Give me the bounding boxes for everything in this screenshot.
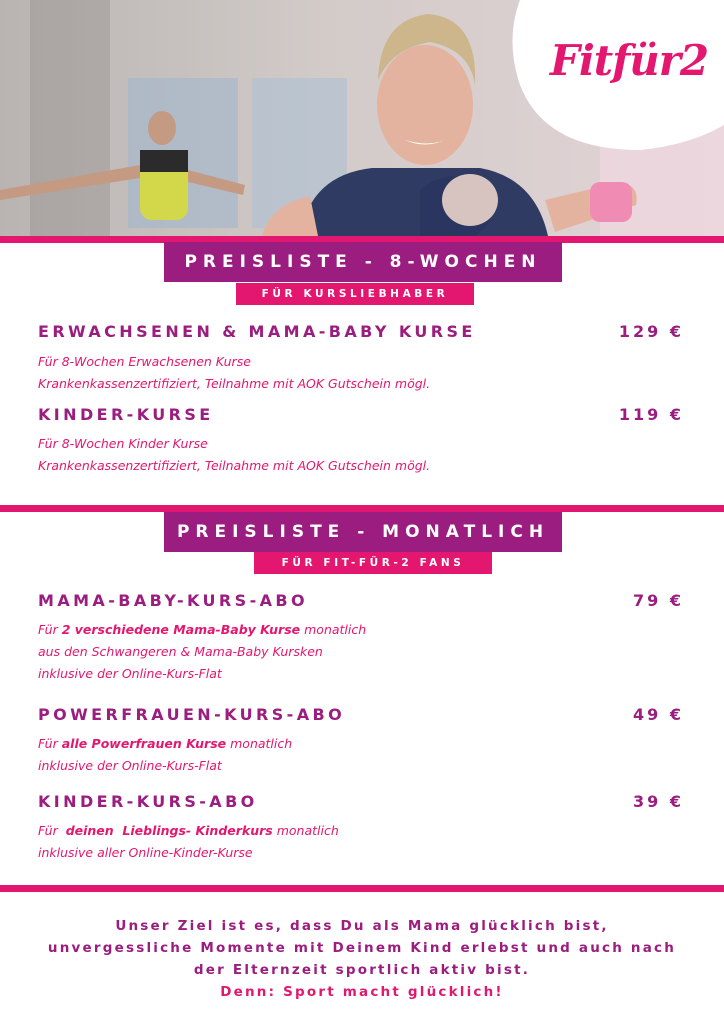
section1-header: PREISLISTE - 8-WOCHEN: [164, 242, 562, 282]
section2-subheader: FÜR FIT-FÜR-2 FANS: [254, 552, 492, 574]
description-line: inklusive der Online-Kurs-Flat: [38, 758, 222, 773]
item-description: [38, 820, 339, 864]
description-line: Für 2 verschiedene Mama-Baby Kurse monatlich: [38, 622, 367, 637]
item-price: 79 €: [633, 591, 684, 610]
item-title: MAMA-BABY-KURS-ABO: [38, 591, 308, 610]
divider-middle: [0, 505, 724, 512]
item-price: 129 €: [618, 322, 684, 341]
item-title: POWERFRAUEN-KURS-ABO: [38, 705, 346, 724]
description-line: Für 8-Wochen Erwachsenen Kurse: [38, 354, 251, 369]
description-line: Für alle Powerfrauen Kurse monatlich: [38, 736, 293, 751]
item-description: [38, 733, 292, 777]
footer-slogan: Denn: Sport macht glücklich!: [220, 984, 504, 1000]
item-title: KINDER-KURSE: [38, 405, 214, 424]
item-price: 49 €: [633, 705, 684, 724]
hero-photo: [0, 0, 724, 236]
item-title: KINDER-KURS-ABO: [38, 792, 258, 811]
footer-message: [0, 915, 724, 1003]
description-line: inklusive aller Online-Kinder-Kurse: [38, 845, 253, 860]
description-line: Krankenkassenzertifiziert, Teilnahme mit AOK Gutschein mögl.: [38, 458, 431, 473]
item-title: ERWACHSENEN & MAMA-BABY KURSE: [38, 322, 476, 341]
highlight-text: alle Powerfrauen Kurse: [61, 736, 227, 751]
highlight-text: 2 verschiedene Mama-Baby Kurse: [61, 622, 301, 637]
description-line: Für deinen Lieblings- Kinderkurs monatlich: [38, 823, 339, 838]
footer-line: Unser Ziel ist es, dass Du als Mama glücklich bist,: [115, 918, 609, 934]
section2-header: PREISLISTE - MONATLICH: [164, 512, 562, 552]
item-price: 119 €: [618, 405, 684, 424]
fitfuer2-logo: Fitfür2: [550, 36, 709, 85]
section1-subheader: FÜR KURSLIEBHABER: [236, 283, 474, 305]
description-line: inklusive der Online-Kurs-Flat: [38, 666, 222, 681]
footer-line: unvergessliche Momente mit Deinem Kind erlebst und auch nach: [47, 940, 677, 956]
divider-bottom: [0, 885, 724, 892]
description-line: Für 8-Wochen Kinder Kurse: [38, 436, 208, 451]
item-description: [38, 351, 430, 395]
item-description: [38, 433, 430, 477]
description-line: aus den Schwangeren & Mama-Baby Kursken: [38, 644, 323, 659]
item-description: [38, 619, 366, 685]
footer-line: der Elternzeit sportlich aktiv bist.: [193, 962, 531, 978]
description-line: Krankenkassenzertifiziert, Teilnahme mit AOK Gutschein mögl.: [38, 376, 431, 391]
highlight-text: deinen Lieblings- Kinderkurs: [65, 823, 273, 838]
item-price: 39 €: [633, 792, 684, 811]
